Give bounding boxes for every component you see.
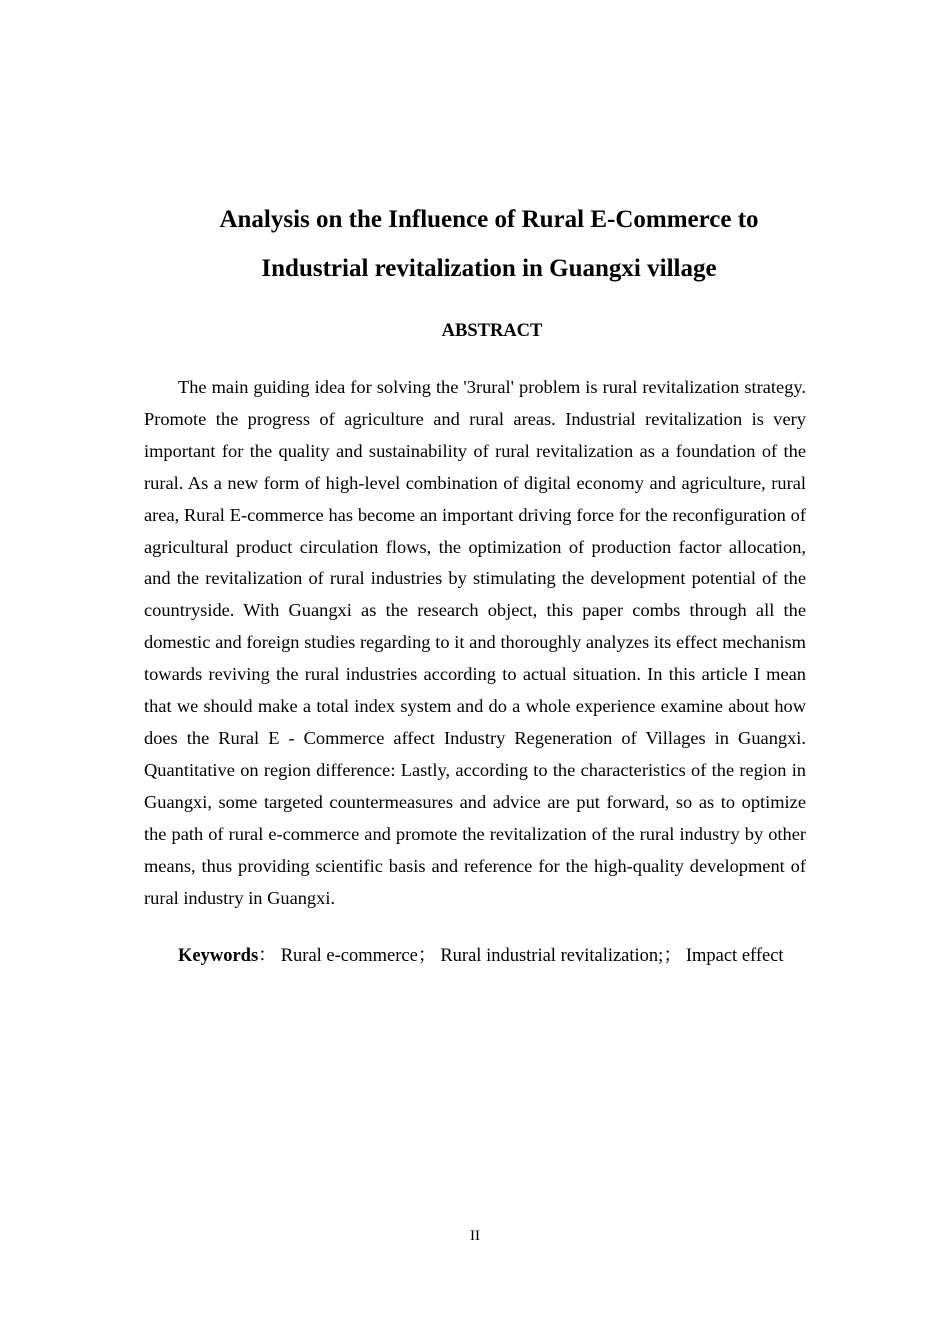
keyword-separator-2: ； bbox=[663, 946, 682, 966]
keyword-1: Rural e-commerce bbox=[280, 946, 418, 966]
keyword-separator-1: ； bbox=[417, 946, 437, 966]
abstract-body: The main guiding idea for solving the '3rural' problem is rural revitalization strategy. Promote the progress of agriculture and rural areas. Industrial revitalization is very important for the quality and sustainability of rural revitalization as a foundation of the rural. As a new form of high-level combination of digital economy and agriculture, rural area, Rural E-commerce has become an important driving force for the reconfiguration of agricultural product circulation flows, the optimization of production factor allocation, and the revitalization of rural industries by stimulating the development potential of the countryside. With Guangxi as the research object, this paper combs through all the domestic and foreign studies regarding to it and thoroughly analyzes its effect mechanism towards reviving the rural industries according to actual situation. In this article I mean that we should make a total index system and do a whole experience examine about how does the Rural E - Commerce affect Industry Regeneration of Villages in Guangxi. Quantitative on region difference: Lastly, according to the characteristics of the region in Guangxi, some targeted countermeasures and advice are put forward, so as to optimize the path of rural e-commerce and promote the revitalization of the rural industry by other means, thus providing scientific basis and reference for the high-quality development of rural industry in Guangxi. bbox=[144, 377, 806, 908]
keyword-3: Impact effect bbox=[685, 946, 784, 966]
keywords-colon: ： bbox=[258, 946, 277, 966]
keyword-2: Rural industrial revitalization; bbox=[440, 946, 664, 966]
title-line-2: Industrial revitalization in Guangxi village bbox=[261, 255, 717, 282]
document-title bbox=[144, 195, 834, 293]
abstract-heading: ABSTRACT bbox=[441, 321, 543, 341]
page-number: II bbox=[470, 1228, 480, 1244]
keywords-label: Keywords bbox=[178, 946, 259, 966]
title-line-1: Analysis on the Influence of Rural E-Commerce to bbox=[219, 206, 759, 233]
keywords-line bbox=[178, 941, 838, 971]
